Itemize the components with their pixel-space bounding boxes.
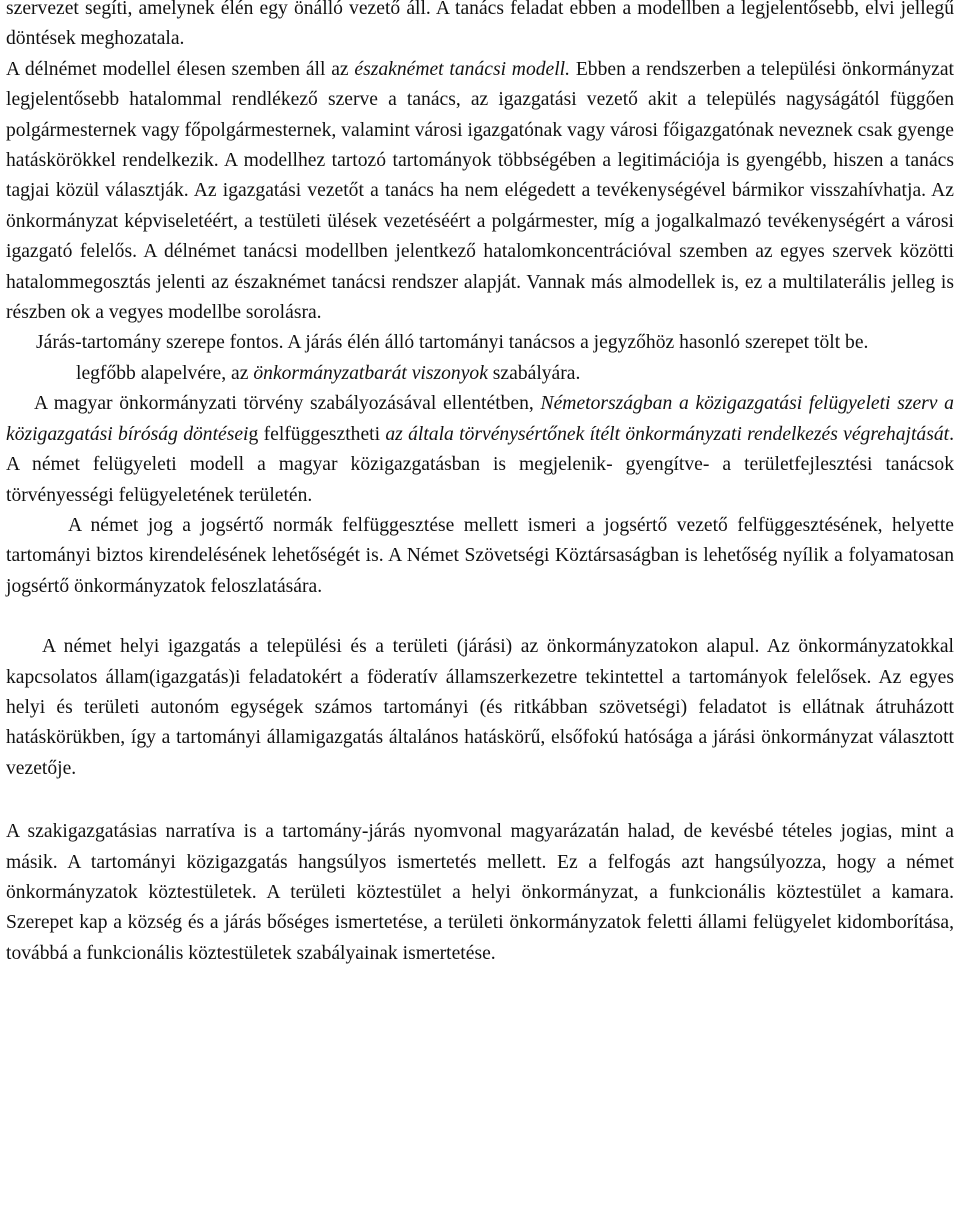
paragraph-2-italic: északnémet tanácsi modell. (354, 58, 571, 80)
paragraph-4 (6, 359, 954, 389)
paragraph-3 (6, 328, 954, 358)
paragraph-8 (6, 817, 954, 969)
paragraph-6-text: A német jog a jogsértő normák felfüggesztése mellett ismeri a jogsértő vezető felfüggesztésének, helyette tartományi biztos kirendelésének lehetőségét is. A Német Szövetségi Köztársaságban is lehetőség nyílik a folyamatosan jogsértő önkormányzatok feloszlatására. (6, 514, 954, 597)
paragraph-5-italic-a: Németországban a közigazgatási felügyeleti szerv a közigazgatási bíróság döntései (6, 393, 954, 445)
paragraph-4-italic: önkormányzatbarát viszonyok (253, 362, 488, 384)
paragraph-6 (6, 511, 954, 602)
paragraph-2-text-b: Ebben a rendszerben a települési önkormányzat legjelentősebb hatalommal rendlékező szerve a tanács, az igazgatási vezető akit a település nagyságától függően polgármesternek vagy főpolgármesternek, valamint városi igazgatónak vagy városi főigazgatónak neveznek csak gyenge hatáskörökkel rendelkezik. A modellhez tartozó tartományok többségében a legitimációja is gyengébb, hiszen a tanács tagjai közül választják. Az igazgatási vezetőt a tanács ha nem elégedett a tevékenységével bármikor visszahívhatja. Az önkormányzat képviseletéért, a testületi ülések vezetéséért a polgármester, míg a jogalkalmazó tevékenységért a városi igazgató felelős. A délnémet tanácsi modellben jelentkező hatalomkoncentrációval szemben az egyes szervek közötti hatalommegosztás jelenti az északnémet tanácsi rendszer alapját. Vannak más almodellek is, ez a multilaterális jelleg is részben ok a vegyes modellbe sorolásra. (6, 58, 954, 324)
paragraph-2 (6, 55, 954, 329)
paragraph-2-text-a: A délnémet modellel élesen szemben áll az (6, 58, 355, 80)
paragraph-3-text: Járás-tartomány szerepe fontos. A járás élén álló tartományi tanácsos a jegyzőhöz hasonló szerepet tölt be. (36, 332, 869, 354)
paragraph-1 (6, 0, 954, 55)
paragraph-5-text-a: A magyar önkormányzati törvény szabályozásával ellentétben, (34, 393, 541, 415)
paragraph-5-text-c: . A német felügyeleti modell a magyar közigazgatásban is megjelenik- gyengítve- a területfejlesztési tanácsok törvényességi felügyeletének területén. (6, 423, 954, 506)
paragraph-7 (6, 632, 954, 784)
paragraph-7-text: A német helyi igazgatás a települési és a területi (járási) az önkormányzatokon alapul. Az önkormányzatokkal kapcsolatos állam(igazgatás)i feladatokért a föderatív államszerkezetre tekintettel a tartományok felelősek. Az egyes helyi és területi autonóm egységek számos tartományi (és ritkábban szövetségi) feladatot is ellátnak átruházott hatáskörükben, így a tartományi államigazgatás általános hatáskörű, elsőfokú hatósága a járási önkormányzat választott vezetője. (6, 636, 954, 779)
paragraph-5-text-b: g felfüggesztheti (248, 423, 386, 445)
paragraph-spacer (6, 602, 954, 632)
paragraph-1-text: szervezet segíti, amelynek élén egy önálló vezető áll. A tanács feladat ebben a modellben a legjelentősebb, elvi jellegű döntések meghozatala. (6, 0, 954, 50)
paragraph-5-italic-b: az általa törvénysértőnek ítélt önkormányzati rendelkezés végrehajtását (385, 423, 950, 445)
paragraph-8-text: A szakigazgatásias narratíva is a tartomány-járás nyomvonal magyarázatán halad, de kevésbé tételes jogias, mint a másik. A tartományi közigazgatás hangsúlyos ismertetés mellett. Ez a felfogás azt hangsúlyozza, hogy a német önkormányzatok köztestületek. A területi köztestület a helyi önkormányzat, a funkcionális köztestület a kamara. Szerepet kap a község és a járás bőséges ismertetése, a területi önkormányzatok feletti állami felügyelet kidomborítása, továbbá a funkcionális köztestületek szabályainak ismertetése. (6, 821, 954, 964)
paragraph-4-text-a: legfőbb alapelvére, az (76, 362, 254, 384)
paragraph-4-text-b: szabályára. (487, 362, 581, 384)
paragraph-5 (6, 389, 954, 511)
